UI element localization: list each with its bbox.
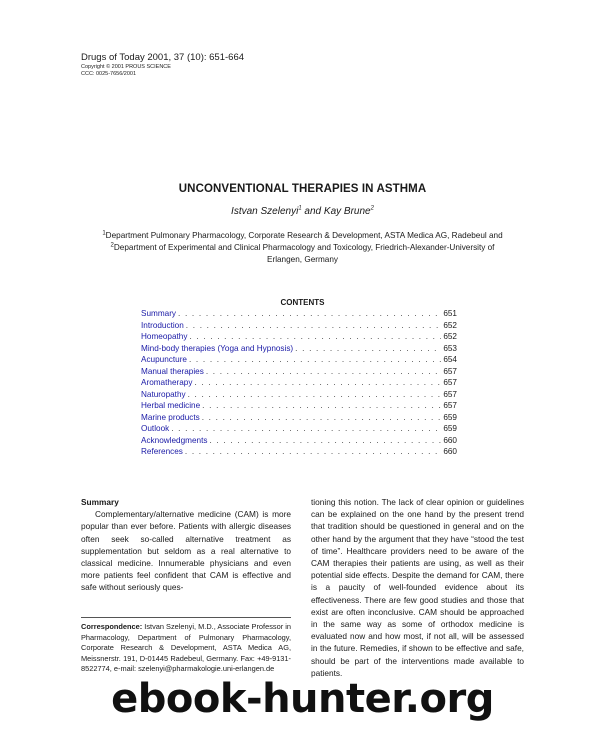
toc-link[interactable]: References [141, 447, 183, 456]
toc-entry[interactable] [141, 389, 457, 401]
toc-entry[interactable] [141, 412, 457, 424]
ccc-line: CCC: 0025-7656/2001 [81, 71, 137, 77]
summary-heading: Summary [81, 497, 119, 507]
toc-link[interactable]: Mind-body therapies (Yoga and Hypnosis) [141, 343, 294, 353]
author-line [0, 206, 605, 217]
toc-leader-dots [171, 423, 441, 435]
toc-leader-dots [189, 354, 441, 366]
toc-entry[interactable] [141, 308, 457, 320]
correspondence-label: Correspondence: [81, 622, 143, 631]
table-of-contents [141, 308, 457, 458]
toc-page-number: 653 [443, 343, 457, 353]
toc-leader-dots [202, 412, 442, 424]
toc-link[interactable]: Acknowledgments [141, 435, 208, 445]
toc-page-number: 660 [443, 435, 457, 445]
toc-leader-dots [188, 389, 442, 401]
correspondence-text: Istvan Szelenyi, M.D., Associate Professor in Pharmacology, Department of Pulmonary Pharmacology, Corporate Research & Development, ASTA Medica AG, Meissnerstr. 191, D-01445 Radebeul, Germany. Fax: +49-9131-8522774, e-mail: szelenyi@pharmakologie.uni-erlangen.de [81, 622, 291, 674]
toc-leader-dots [189, 331, 441, 343]
toc-page-number: 657 [443, 401, 457, 410]
toc-link[interactable]: Naturopathy [141, 389, 186, 399]
toc-leader-dots [185, 446, 441, 458]
correspondence-note [81, 617, 291, 675]
toc-entry[interactable] [141, 446, 457, 458]
toc-page-number: 654 [443, 355, 457, 364]
toc-page-number: 660 [443, 447, 457, 456]
watermark: ebook-hunter.org [111, 676, 494, 722]
copyright-line: Copyright © 2001 PROUS SCIENCE [81, 64, 171, 70]
toc-leader-dots [295, 343, 441, 355]
toc-entry[interactable] [141, 377, 457, 389]
toc-page-number: 652 [443, 320, 457, 330]
toc-entry[interactable] [141, 366, 457, 378]
affiliations [100, 230, 505, 266]
toc-page-number: 657 [443, 366, 457, 376]
toc-link[interactable]: Marine products [141, 412, 200, 422]
author-affil-marker: 2 [370, 205, 374, 212]
toc-entry[interactable] [141, 435, 457, 447]
toc-leader-dots [178, 308, 441, 320]
summary-paragraph: Complementary/alternative medicine (CAM) is more popular than ever before. Patients with allergic diseases often seek so-called alternative treatment as supplementation but seldom as a real alternative to classical medicine. Innumerable physicians and even more patients feel confident that CAM is effective and safe without seriously ques- [81, 509, 291, 593]
journal-header [81, 52, 244, 78]
right-column [311, 496, 524, 679]
toc-leader-dots [209, 435, 441, 447]
article-title: UNCONVENTIONAL THERAPIES IN ASTHMA [178, 183, 427, 195]
affiliation-text: Department Pulmonary Pharmacology, Corporate Research & Development, ASTA Medica AG, Radebeul and [105, 231, 503, 240]
left-column [81, 496, 291, 594]
toc-entry[interactable] [141, 354, 457, 366]
author-name: Istvan Szelenyi [231, 206, 299, 217]
toc-page-number: 657 [443, 389, 457, 399]
toc-link[interactable]: Summary [141, 309, 177, 318]
affil-marker: 2 [110, 242, 114, 249]
toc-leader-dots [194, 377, 441, 389]
toc-link[interactable]: Homeopathy [141, 332, 188, 341]
affiliation-text: Department of Experimental and Clinical Pharmacology and Toxicology, Friedrich-Alexander-University of Erlangen, Germany [113, 243, 495, 264]
toc-entry[interactable] [141, 331, 457, 343]
toc-page-number: 659 [443, 412, 457, 422]
summary-continuation: tioning this notion. The lack of clear opinion or guidelines can be explained on the one hand by the present trend that tradition should be questioned in general and on the other hand by the argument that they have “stood the test of time”. Healthcare providers need to be aware of the CAM therapies their patients are using, as well as their potential side effects. Despite the demand for CAM, there is a paucity of well-founded evidence about its effectiveness. There are few good studies and those that exist are often inconclusive. CAM should be approached in the same way as some of orthodox medicine is evaluated now and how most, if not all, will be assessed in the future. Remedies, if shown to be effective and safe, should be part of the interventions made available to patients. [311, 497, 524, 678]
toc-link[interactable]: Herbal medicine [141, 401, 201, 410]
toc-page-number: 659 [443, 424, 457, 433]
toc-leader-dots [202, 400, 441, 412]
toc-link[interactable]: Acupuncture [141, 355, 187, 364]
toc-entry[interactable] [141, 320, 457, 332]
toc-leader-dots [186, 320, 442, 332]
toc-entry[interactable] [141, 343, 457, 355]
toc-link[interactable]: Introduction [141, 320, 184, 330]
toc-link[interactable]: Outlook [141, 424, 170, 433]
toc-link[interactable]: Aromatherapy [141, 378, 193, 387]
affil-marker: 1 [102, 230, 106, 237]
author-conjunction: and [301, 206, 324, 217]
author-affil-marker: 1 [298, 205, 302, 212]
toc-entry[interactable] [141, 400, 457, 412]
author-name: Kay Brune [323, 206, 371, 217]
toc-leader-dots [206, 366, 442, 378]
toc-page-number: 651 [443, 309, 457, 318]
toc-link[interactable]: Manual therapies [141, 366, 204, 376]
journal-citation: Drugs of Today 2001, 37 (10): 651-664 [81, 52, 245, 63]
toc-page-number: 652 [443, 332, 457, 341]
toc-entry[interactable] [141, 423, 457, 435]
contents-heading: CONTENTS [280, 298, 325, 307]
toc-page-number: 657 [443, 378, 457, 387]
